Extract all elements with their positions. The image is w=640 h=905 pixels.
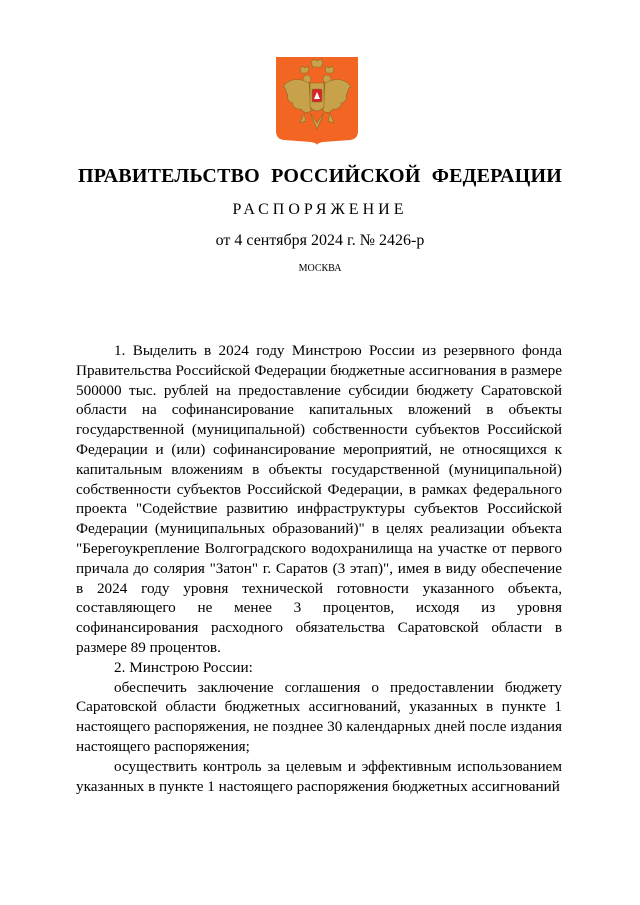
russian-coat-of-arms-icon xyxy=(276,57,358,145)
paragraph: 2. Минстрою России: xyxy=(114,658,253,676)
document-body xyxy=(76,341,562,796)
document-date-number: от 4 сентября 2024 г. № 2426-р xyxy=(215,232,425,249)
paragraph: 1. Выделить в 2024 году Минстрою России из резервного фонда Правительства Российской Федерации бюджетные ассигнования в размере 500000 тыс. рублей на предоставление субсидии бюджету Саратовской области на софинансирование капитальных вложений в объекты государственной (муниципальной) собственности субъектов Российской Федерации и (или) софинансирование мероприятий, не относящихся к капитальным вложениям в объекты государственной (муниципальной) собственности субъектов Российской Федерации, в рамках федерального проекта "Содействие развитию инфраструктуры субъектов Российской Федерации (муниципальных образований)" в целях реализации объекта "Берегоукрепление Волгоградского водохранилища на участке от первого причала до солярия "Затон" г. Саратов (3 этап)", имея в виду обеспечение в 2024 году уровня технической готовности указанного объекта, составляющего не менее 3 процентов, исходя из уровня софинансирования расходного обязательства Саратовской области в размере 89 процентов. xyxy=(76,342,562,656)
paragraph: обеспечить заключение соглашения о предоставлении бюджету Саратовской области бюджетных ассигнований, указанных в пункте 1 настоящего распоряжения, не позднее 30 календарных дней после издания настоящего распоряжения; xyxy=(76,678,562,755)
document-type: РАСПОРЯЖЕНИЕ xyxy=(232,201,408,218)
government-title: ПРАВИТЕЛЬСТВО РОССИЙСКОЙ ФЕДЕРАЦИИ xyxy=(78,165,562,187)
document-city: МОСКВА xyxy=(298,263,342,274)
paragraph: осуществить контроль за целевым и эффективным использованием указанных в пункте 1 настоящего распоряжения бюджетных ассигнований xyxy=(76,757,562,795)
